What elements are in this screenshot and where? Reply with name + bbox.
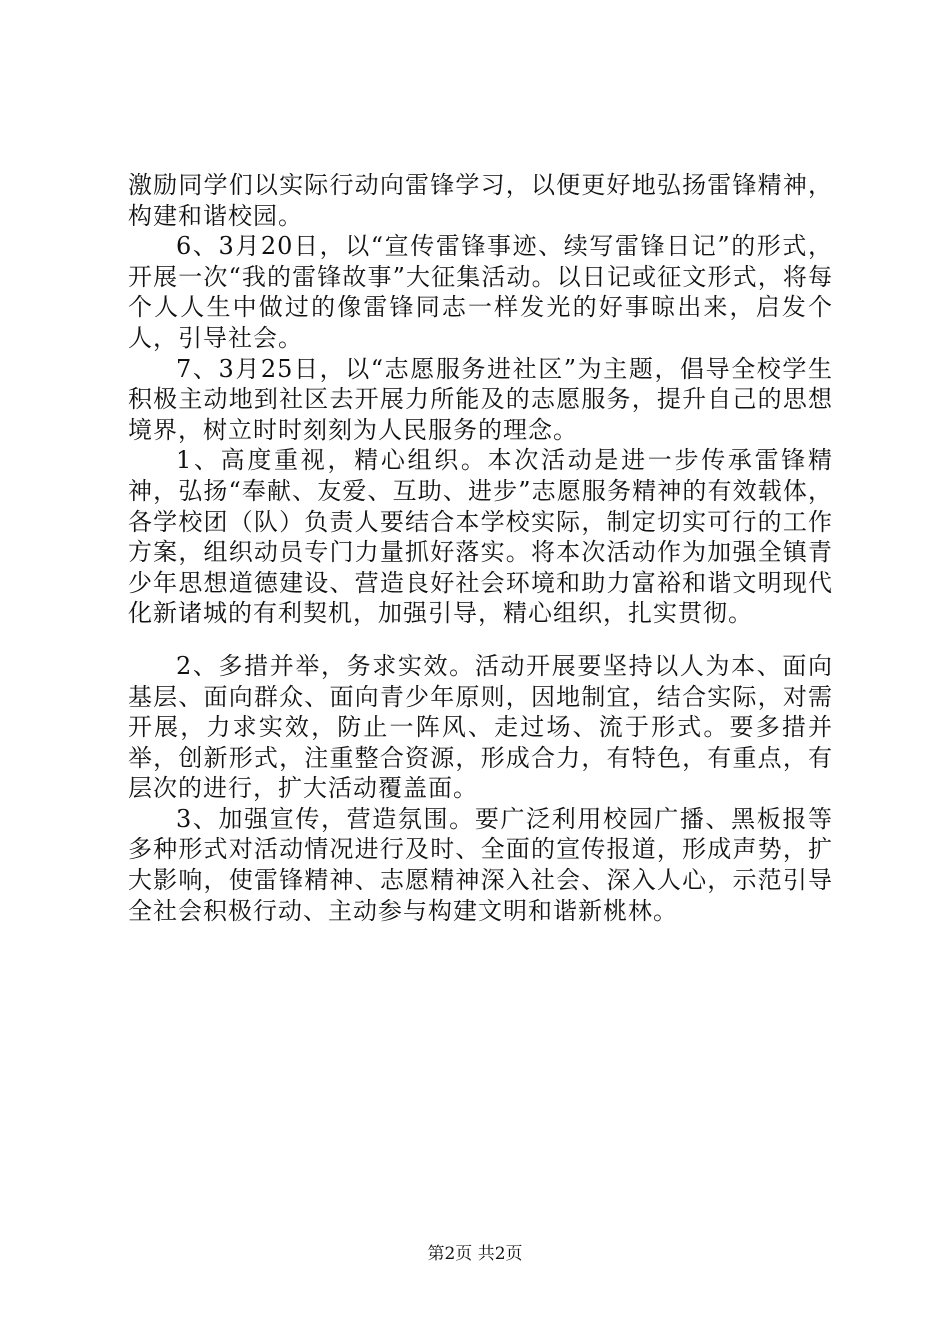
paragraph-requirement-3: 3、加强宣传，营造氛围。要广泛利用校园广播、黑板报等多种形式对活动情况进行及时、全面的宣传报道，形成声势，扩大影响，使雷锋精神、志愿精神深入社会、深入人心，示范引导全社会积极行动、主动参与构建文明和谐新桃林。 bbox=[128, 804, 833, 925]
paragraph-requirement-2: 2、多措并举，务求实效。活动开展要坚持以人为本、面向基层、面向群众、面向青少年原则，因地制宜，结合实际，对需开展，力求实效，防止一阵风、走过场、流于形式。要多措并举，创新形式，注重整合资源，形成合力，有特色，有重点，有层次的进行，扩大活动覆盖面。 bbox=[128, 651, 833, 803]
paragraph-item-7: 7、3月25日，以“志愿服务进社区”为主题，倡导全校学生积极主动地到社区去开展力所能及的志愿服务，提升自己的思想境界，树立时时刻刻为人民服务的理念。 bbox=[128, 354, 833, 444]
paragraph-item-6: 6、3月20日，以“宣传雷锋事迹、续写雷锋日记”的形式，开展一次“我的雷锋故事”大征集活动。以日记或征文形式，将每个人人生中做过的像雷锋同志一样发光的好事晾出来，启发个人，引导社会。 bbox=[128, 232, 833, 352]
document-body bbox=[128, 170, 833, 926]
paragraph-continuation: 激励同学们以实际行动向雷锋学习，以便更好地弘扬雷锋精神，构建和谐校园。 bbox=[128, 171, 833, 230]
paragraph-spacer bbox=[128, 629, 833, 651]
page-footer bbox=[0, 1244, 950, 1264]
page-number-label: 第2页 共2页 bbox=[427, 1244, 523, 1264]
paragraph-requirement-1: 1、高度重视，精心组织。本次活动是进一步传承雷锋精神，弘扬“奉献、友爱、互助、进步”志愿服务精神的有效载体，各学校团（队）负责人要结合本学校实际，制定切实可行的工作方案，组织动员专门力量抓好落实。将本次活动作为加强全镇青少年思想道德建设、营造良好社会环境和助力富裕和谐文明现代化新诸城的有利契机，加强引导，精心组织，扎实贯彻。 bbox=[128, 446, 833, 628]
